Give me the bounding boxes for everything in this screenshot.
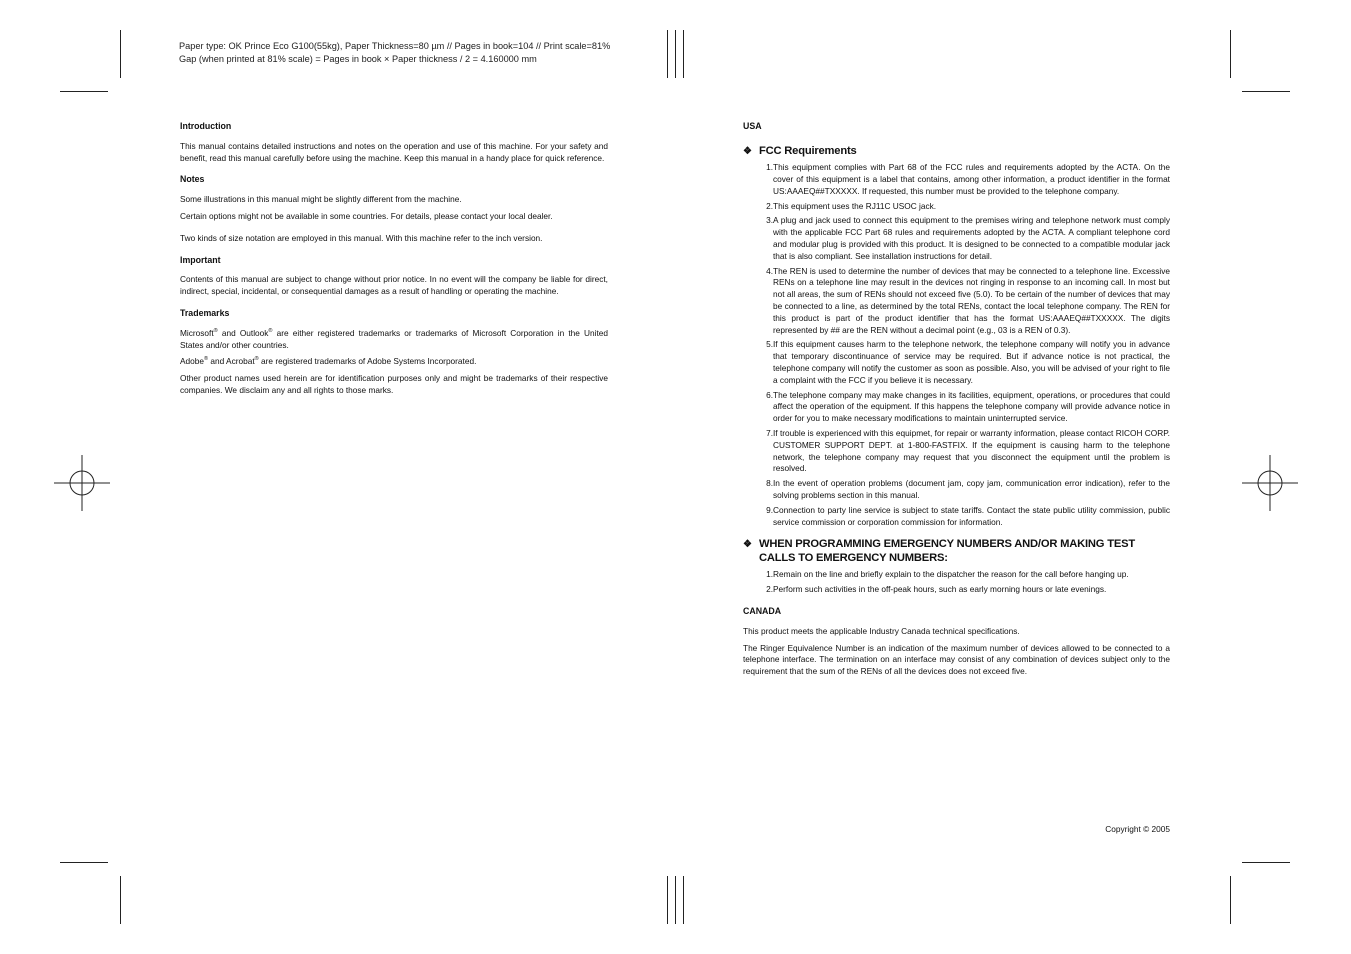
crop-mark: [120, 876, 121, 924]
notes-text-1: Some illustrations in this manual might be slightly different from the machine.: [180, 194, 462, 205]
emergency-heading: [743, 538, 1170, 565]
fcc-heading-text: FCC Requirements: [759, 144, 857, 157]
trademarks-text-2: Adobe® and Acrobat® are registered trademarks of Adobe Systems Incorporated.: [180, 356, 477, 367]
list-item-text: If this equipment causes harm to the telephone network, the telephone company will notify you in advance that temporary discontinuance of service may be required. But if advance notice is not practical, the telephone company will notify the customer as soon as possible. Also, you will be advised of your right to file a complaint with the FCC if you believe it is necessary.: [773, 339, 1170, 385]
canada-text-1: This product meets the applicable Industry Canada technical specifications.: [743, 625, 1020, 636]
introduction-text: This manual contains detailed instructions and notes on the operation and use of this machine. For your safety and benefit, read this manual carefully before using the machine. Keep this manual in a handy place for quick reference.: [180, 140, 608, 163]
list-item-text: The telephone company may make changes in its facilities, equipment, operations, or procedures that could affect the operation of the equipment. If this happens the telephone company will provide advance notice in order for you to make necessary modifications to maintain uninterrupted service.: [773, 389, 1170, 424]
fold-mark: [675, 30, 676, 78]
important-heading: Important: [180, 254, 221, 265]
trademarks-text-3: Other product names used herein are for identification purposes only and might be trademarks of their respective companies. We disclaim any and all rights to those marks.: [180, 373, 608, 395]
list-item-text: Remain on the line and briefly explain to the dispatcher the reason for the call before hanging up.: [773, 569, 1129, 580]
list-item-number: 6.: [766, 389, 773, 400]
print-info: [179, 40, 610, 65]
canada-heading: CANADA: [743, 606, 782, 616]
trademarks-text-1: Microsoft® and Outlook® are either registered trademarks or trademarks of Microsoft Corporation in the United States and/or other countries.: [180, 327, 608, 350]
list-item: [743, 505, 1170, 529]
crop-mark: [1230, 876, 1231, 924]
crop-mark: [1242, 862, 1290, 863]
registration-mark: [1242, 455, 1298, 511]
list-item-text: Perform such activities in the off-peak hours, such as early morning hours or late evenings.: [773, 584, 1107, 595]
print-info-line1: Paper type: OK Prince Eco G100(55kg), Paper Thickness=80 µm // Pages in book=104 // Print scale=81%: [179, 41, 611, 51]
left-page: [180, 121, 608, 402]
fold-mark: [683, 876, 684, 924]
crop-mark: [1230, 30, 1231, 78]
list-item-number: 1.: [766, 569, 773, 580]
fold-mark: [667, 30, 668, 78]
list-item-number: 4.: [766, 265, 773, 276]
list-item-number: 2.: [766, 200, 773, 211]
diamond-icon: ❖: [743, 539, 752, 551]
list-item: [743, 569, 1170, 581]
important-text: Contents of this manual are subject to change without prior notice. In no event will the company be liable for direct, indirect, special, incidental, or consequential damages as a result of handling or operating the machine.: [180, 274, 608, 297]
list-item-text: A plug and jack used to connect this equipment to the premises wiring and telephone network must comply with the applicable FCC Part 68 rules and requirements adopted by the ACTA. A compliant telephone cord and modular plug is provided with this product. It is designed to be connected to a compatible modular jack that is also compliant. See installation instructions for detail.: [773, 215, 1170, 261]
right-page: [743, 121, 1170, 683]
trademarks-heading: Trademarks: [180, 307, 230, 318]
list-item-number: 7.: [766, 428, 773, 439]
crop-mark: [60, 91, 108, 92]
list-item-number: 9.: [766, 504, 773, 515]
diamond-icon: ❖: [743, 145, 752, 157]
notes-heading: Notes: [180, 174, 205, 185]
list-item-text: This equipment complies with Part 68 of the FCC rules and requirements adopted by the ACTA. On the cover of this equipment is a label that contains, among other information, a product identifier in the format US:AAAEQ##TXXXXX. If requested, this number must be provided to the telephone company.: [773, 162, 1170, 196]
notes-text-2: Certain options might not be available in some countries. For details, please contact your local dealer.: [180, 210, 553, 221]
list-item: [743, 478, 1170, 502]
crop-mark: [120, 30, 121, 78]
list-item-number: 2.: [766, 584, 773, 595]
list-item-number: 5.: [766, 339, 773, 350]
crop-mark: [60, 862, 108, 863]
print-info-line2: Gap (when printed at 81% scale) = Pages in book × Paper thickness / 2 = 4.160000 mm: [179, 53, 537, 64]
copyright: Copyright © 2005: [1105, 824, 1170, 834]
emergency-list: [743, 569, 1170, 596]
fold-mark: [667, 876, 668, 924]
list-item: [743, 584, 1170, 596]
list-item-text: The REN is used to determine the number of devices that may be connected to a telephone line. Excessive RENs on a telephone line may result in the devices not ringing in response to an incoming call. In most but not all areas, the sum of RENs should not exceed five (5.0). To be certain of the number of devices that may be connected to a line, as determined by the total RENs, contact the local telephone company. The REN for this product is part of the product identifier that has the format US:AAAEQ##TXXXXX. The digits represented by ## are the REN without a decimal point (e.g., 03 is a REN of 0.3).: [773, 265, 1170, 335]
emergency-heading-text: WHEN PROGRAMMING EMERGENCY NUMBERS AND/OR MAKING TEST CALLS TO EMERGENCY NUMBERS:: [759, 538, 1135, 564]
list-item-text: This equipment uses the RJ11C USOC jack.: [773, 200, 937, 211]
list-item: [743, 215, 1170, 262]
crop-mark: [1242, 91, 1290, 92]
list-item: [743, 428, 1170, 475]
fold-mark: [683, 30, 684, 78]
canada-text-2: The Ringer Equivalence Number is an indication of the maximum number of devices allowed to be connected to a telephone interface. The termination on an interface may consist of any combination of devices subject only to the requirement that the sum of the RENs of all the devices does not exceed five.: [743, 642, 1170, 677]
fcc-heading: [743, 145, 1170, 159]
list-item-text: If trouble is experienced with this equipmet, for repair or warranty information, please contact RICOH CORP. CUSTOMER SUPPORT DEPT. at 1-800-FASTFIX. If the equipment is causing harm to the telephone network, the telephone company may request that you disconnect the equipment until the problem is resolved.: [773, 428, 1170, 474]
fcc-list: [743, 162, 1170, 528]
list-item: [743, 201, 1170, 213]
list-item: [743, 162, 1170, 197]
list-item-number: 1.: [766, 162, 773, 173]
list-item: [743, 266, 1170, 337]
list-item-text: Connection to party line service is subject to state tariffs. Contact the state public utility commission, public service commission or corporation commission for information.: [773, 504, 1170, 527]
list-item-number: 8.: [766, 478, 773, 489]
list-item-text: In the event of operation problems (document jam, copy jam, communication error indication), refer to the solving problems section in this manual.: [773, 478, 1170, 501]
notes-text-3: Two kinds of size notation are employed in this manual. With this machine refer to the inch version.: [180, 232, 543, 243]
fold-mark: [675, 876, 676, 924]
list-item: [743, 339, 1170, 386]
registration-mark: [54, 455, 110, 511]
introduction-heading: Introduction: [180, 121, 232, 131]
list-item-number: 3.: [766, 215, 773, 226]
list-item: [743, 390, 1170, 425]
usa-heading: USA: [743, 121, 762, 131]
